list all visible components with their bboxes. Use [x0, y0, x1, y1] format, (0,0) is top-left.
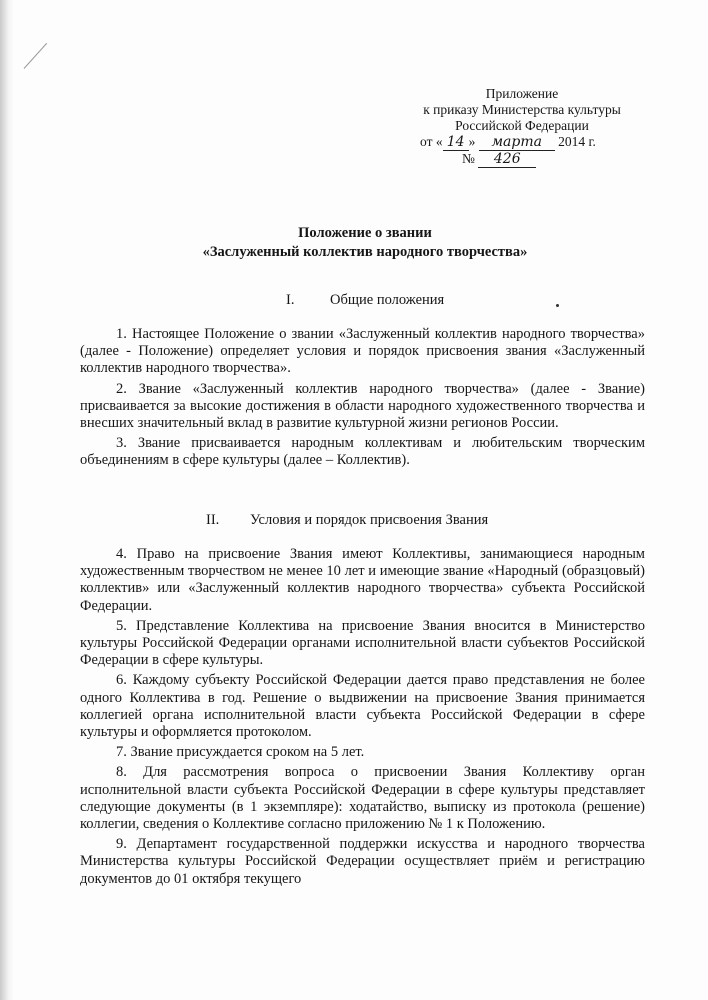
title-line-2: «Заслуженный коллектив народного творчества» [202, 244, 528, 260]
section-1-title: Общие положения [330, 292, 445, 308]
annex-header [402, 86, 642, 168]
number-prefix: № [462, 151, 475, 166]
paragraph-2: 2. Звание «Заслуженный коллектив народного творчества» (далее - Звание) присваивается за высокие достижения в области народного художественного творчества и внесших значительный вклад в развитие культурной жизни регионов России. [80, 380, 645, 432]
title-line-1: Положение о звании [298, 225, 432, 241]
date-month-handwritten: марта [479, 134, 555, 151]
paragraph-8: 8. Для рассмотрения вопроса о присвоении Звания Коллективу орган исполнительной власти субъекта Российской Федерации в сфере культуры представляет следующие документы (в 1 экземпляре): ходатайство, выписку из протокола (решение) коллегии, сведения о Коллективе согласно приложению № 1 к Положению. [80, 764, 645, 833]
number-handwritten: 426 [478, 151, 536, 168]
paragraph-5: 5. Представление Коллектива на присвоение Звания вносится в Министерство культуры Российской Федерации органами исполнительной власти субъектов Российской Федерации в сфере культуры. [80, 617, 645, 669]
section-2-number: II. [206, 512, 220, 528]
date-prefix: от « [420, 134, 443, 149]
annex-line-2: к приказу Министерства культуры [423, 102, 621, 117]
paragraph-4: 4. Право на присвоение Звания имеют Коллективы, занимающиеся народным художественным творчеством не менее 10 лет и имеющие звание «Народный (образцовый) коллектив» или «Заслуженный коллектив народного творчества» субъекта Российской Федерации. [80, 546, 645, 614]
section-1-number: I. [286, 292, 295, 308]
scan-edge-shadow [0, 0, 14, 1000]
date-year: 2014 г. [558, 134, 596, 149]
date-mid: » [468, 134, 476, 149]
annex-line-1: Приложение [485, 86, 559, 101]
paragraph-6: 6. Каждому субъекту Российской Федерации дается право представления не более одного Коллектива в год. Решение о выдвижении на присвоение Звания принимается коллегией органа исполнительной власти субъекта Российской Федерации в сфере культуры и оформляется протоколом. [80, 672, 645, 741]
paragraph-9: 9. Департамент государственной поддержки искусства и народного творчества Министерства культуры Российской Федерации осуществляет приём и регистрацию документов до 01 октября текущего [80, 836, 645, 887]
section-2-heading [206, 512, 488, 529]
annex-line-3: Российской Федерации [455, 118, 589, 133]
section-2-body [80, 546, 645, 891]
section-2-title: Условия и порядок присвоения Звания [250, 512, 489, 528]
date-day-handwritten: 14 [443, 134, 469, 151]
section-1-body [80, 326, 645, 473]
paragraph-7: 7. Звание присуждается сроком на 5 лет. [116, 744, 365, 761]
pencil-mark [24, 43, 47, 69]
annex-number-row [402, 151, 642, 168]
annex-date-row [402, 134, 642, 151]
section-1-heading [286, 292, 444, 309]
paragraph-1: 1. Настоящее Положение о звании «Заслуженный коллектив народного творчества» (далее - Положение) определяет условия и порядок присвоения звания «Заслуженный коллектив народного творчества». [80, 326, 645, 377]
paragraph-3: 3. Звание присваивается народным коллективам и любительским творческим объединениям в сфере культуры (далее – Коллектив). [80, 435, 645, 469]
document-title [80, 224, 650, 262]
ink-dot [556, 304, 559, 307]
